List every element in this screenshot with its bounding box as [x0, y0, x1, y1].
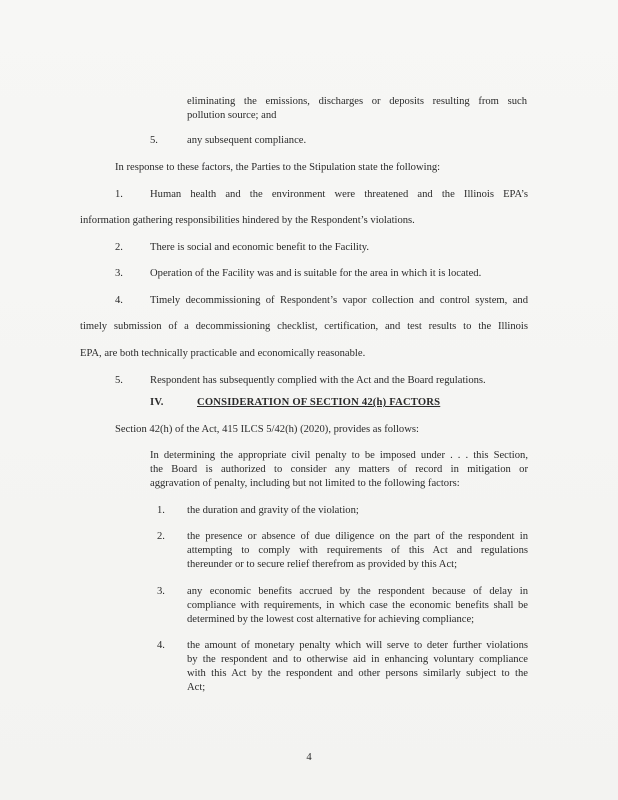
- factor-number: 3.: [157, 586, 165, 597]
- quote-line-3: aggravation of penalty, including but not limited to the following factors:: [150, 478, 460, 489]
- response-number: 5.: [115, 375, 123, 386]
- response-4-line-1: Timely decommissioning of Respondent’s vapor collection and control system, and: [150, 295, 528, 306]
- response-1-line-1: Human health and the environment were threatened and the Illinois EPA’s: [150, 189, 528, 200]
- response-number: 3.: [115, 268, 123, 279]
- response-5-line-1: Respondent has subsequently complied with the Act and the Board regulations.: [150, 375, 486, 386]
- section-title: CONSIDERATION OF SECTION 42(h) FACTORS: [197, 397, 441, 408]
- response-number: 1.: [115, 189, 123, 200]
- factor-2-line-1: the presence or absence of due diligence on the part of the respondent in: [187, 531, 528, 542]
- factor-4-line-1: the amount of monetary penalty which will serve to deter further violations: [187, 640, 528, 651]
- top-item-number: 5.: [150, 135, 158, 146]
- factor-2-line-3: thereunder or to secure relief therefrom as provided by this Act;: [187, 559, 458, 570]
- response-4-line-2: timely submission of a decommissioning checklist, certification, and test results to the Illinois: [80, 321, 528, 332]
- quote-line-1: In determining the appropriate civil penalty to be imposed under . . . this Section,: [150, 450, 528, 461]
- response-number: 4.: [115, 295, 123, 306]
- response-number: 2.: [115, 242, 123, 253]
- factor-4-line-3: with this Act by the respondent and other persons similarly subject to the: [187, 668, 528, 679]
- quote-line-2: the Board is authorized to consider any matters of record in mitigation or: [150, 464, 528, 475]
- response-1-line-2: information gathering responsibilities hindered by the Respondent’s violations.: [80, 215, 415, 226]
- factor-number: 1.: [157, 505, 165, 516]
- factor-4-line-4: Act;: [187, 682, 206, 693]
- top-item-line-1: eliminating the emissions, discharges or deposits resulting from such: [187, 96, 527, 107]
- factor-number: 4.: [157, 640, 165, 651]
- intro-paragraph: In response to these factors, the Parties to the Stipulation state the following:: [115, 162, 441, 173]
- top-item-line-2: pollution source; and: [187, 110, 277, 121]
- factor-4-line-2: by the respondent and to otherwise aid in enhancing voluntary compliance: [187, 654, 528, 665]
- top-item-text: any subsequent compliance.: [187, 135, 307, 146]
- factor-2-line-2: attempting to comply with requirements of this Act and regulations: [187, 545, 528, 556]
- factor-number: 2.: [157, 531, 165, 542]
- section-intro: Section 42(h) of the Act, 415 ILCS 5/42(h) (2020), provides as follows:: [115, 424, 419, 435]
- factor-3-line-2: compliance with requirements, in which case the economic benefits shall be: [187, 600, 528, 611]
- response-4-line-3: EPA, are both technically practicable and economically reasonable.: [80, 348, 366, 359]
- factor-3-line-1: any economic benefits accrued by the respondent because of delay in: [187, 586, 528, 597]
- response-2-line-1: There is social and economic benefit to the Facility.: [150, 242, 370, 253]
- section-numeral: IV.: [150, 397, 164, 408]
- factor-3-line-3: determined by the lowest cost alternative for achieving compliance;: [187, 614, 475, 625]
- factor-1-line-1: the duration and gravity of the violation;: [187, 505, 359, 516]
- page-number: 4: [306, 752, 312, 763]
- response-3-line-1: Operation of the Facility was and is suitable for the area in which it is located.: [150, 268, 482, 279]
